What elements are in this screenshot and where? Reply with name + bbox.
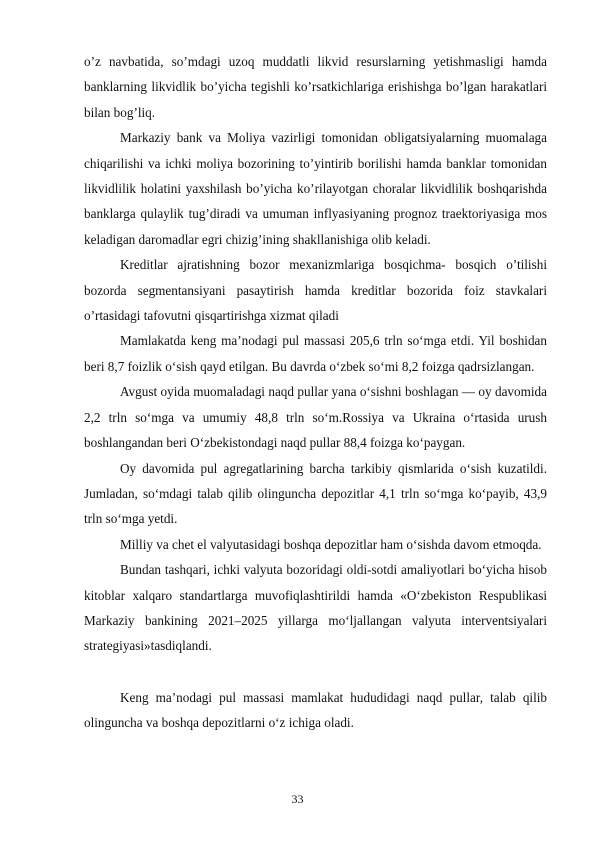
paragraph-5: Avgust oyida muomaladagi naqd pullar yana o‘sishni boshlagan — oy davomida 2,2 trln so‘mga va umumiy 48,8 trln so‘m.Rossiya va Ukraina o‘rtasida urush boshlangandan beri O‘zbekistondagi naqd pullar 88,4 foizga ko‘paygan.	[84, 384, 547, 451]
paragraph-7: Milliy va chet el valyutasidagi boshqa depozitlar ham o‘sishda davom etmoqda.	[120, 536, 542, 552]
paragraph-spacer	[84, 659, 547, 685]
paragraph-6: Oy davomida pul agregatlarining barcha tarkibiy qismlarida o‘sish kuzatildi. Jumladan, so‘mdagi talab qilib olinguncha depozitlar 4,1 trln so‘mga ko‘payib, 43,9 trln so‘mga yetdi.	[84, 460, 547, 527]
paragraph-3: Kreditlar ajratishning bozor mexanizmlariga bosqichma- bosqich o’tilishi bozorda segmentansiyani pasaytirish hamda kreditlar bozorida foiz stavkalari o’rtasidagi tafovutni qisqartirishga xizmat qiladi	[84, 257, 547, 324]
paragraph-1: o’z navbatida, so’mdagi uzoq muddatli likvid resurslarning yetishmasligi hamda banklarning likvidlik bo’yicha tegishli ko’rsatkichlariga erishishga bo’lgan harakatlari bilan bog’liq.	[84, 54, 547, 120]
paragraph-2: Markaziy bank va Moliya vazirligi tomonidan obligatsiyalarning muomalaga chiqarilishi va ichki moliya bozorining to’yintirib borilishi hamda banklar tomonidan likvidlilik holatini yaxshilash bo’yicha ko’rilayotgan choralar likvidlilik boshqarishda banklarga qulaylik tug’diradi va umuman inflyasiyaning prognoz traektoriyasiga mos keladigan daromadlar egri chizig’ining shakllanishiga olib keladi.	[84, 130, 547, 247]
paragraph-9: Keng ma’nodagi pul massasi mamlakat hududidagi naqd pullar, talab qilib olinguncha va boshqa depozitlarni o‘z ichiga oladi.	[84, 689, 547, 731]
page-number: 33	[291, 792, 304, 806]
document-body	[84, 49, 547, 736]
paragraph-8: Bundan tashqari, ichki valyuta bozoridagi oldi-sotdi amaliyotlari bo‘yicha hisob kitoblar xalqaro standartlarga muvofiqlashtirildi hamda «O‘zbekiston Respublikasi Markaziy bankining 2021–2025 yillarga mo‘ljallangan valyuta interventsiyalari strategiyasi»tasdiqlandi.	[84, 562, 547, 654]
paragraph-4: Mamlakatda keng ma’nodagi pul massasi 205,6 trln so‘mga etdi. Yil boshidan beri 8,7 foizlik o‘sish qayd etilgan. Bu davrda o‘zbek so‘mi 8,2 foizga qadrsizlangan.	[84, 333, 547, 374]
